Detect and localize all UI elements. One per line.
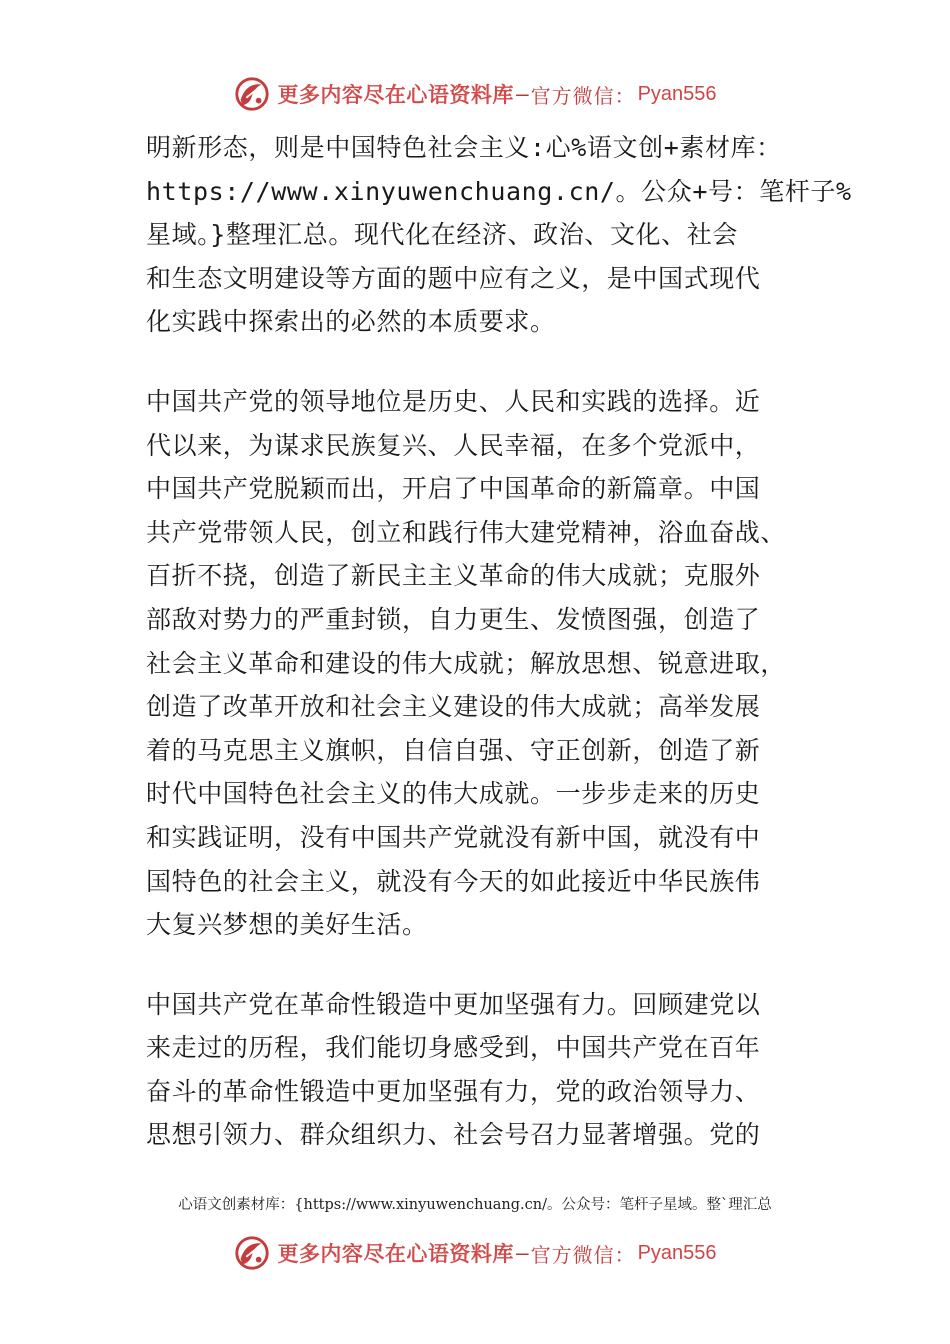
text-line: 创造了改革开放和社会主义建设的伟大成就；高举发展: [146, 692, 761, 722]
text-line: 思想引领力、群众组织力、社会号召力显著增强。党的: [146, 1120, 761, 1150]
document-body: [146, 126, 852, 1193]
footer-note: 心语文创素材库：{https://www.xinyuwenchuang.cn/。公众号：笔杆子星域。整`理汇总: [178, 1197, 772, 1213]
banner-wechat-label: 官方微信：: [530, 83, 636, 108]
banner-wechat-id: Pyan556: [637, 82, 717, 105]
text-line: 社会主义革命和建设的伟大成就；解放思想、锐意进取，: [146, 648, 787, 678]
text-line: 化实践中探索出的必然的本质要求。: [146, 307, 556, 337]
banner-main-text: 更多内容尽在心语资料库: [277, 1241, 514, 1266]
text-line: 百折不挠，创造了新民主主义革命的伟大成就；克服外: [146, 561, 761, 591]
header-banner: [0, 74, 950, 114]
text-line: 和生态文明建设等方面的题中应有之义，是中国式现代: [146, 263, 761, 293]
text-line: 中国共产党的领导地位是历史、人民和实践的选择。近: [146, 386, 761, 416]
text-line: 共产党带领人民，创立和践行伟大建党精神，浴血奋战、: [146, 517, 787, 547]
text-line: 着的马克思主义旗帜，自信自强、守正创新，创造了新: [146, 735, 761, 765]
seal-logo-icon: [233, 1234, 271, 1272]
paragraph-3: [146, 983, 826, 1157]
text-line: 部敌对势力的严重封锁，自力更生、发愤图强，创造了: [146, 604, 761, 634]
text-line: 国特色的社会主义，就没有今天的如此接近中华民族伟: [146, 866, 761, 896]
banner-main-text: 更多内容尽在心语资料库: [277, 82, 514, 107]
text-line: 大复兴梦想的美好生活。: [146, 910, 428, 940]
text-line: 和实践证明，没有中国共产党就没有新中国，就没有中: [146, 822, 761, 852]
banner-wechat-id: Pyan556: [637, 1241, 717, 1264]
text-line: 中国共产党在革命性锻造中更加坚强有力。回顾建党以: [146, 989, 761, 1019]
text-line: 奋斗的革命性锻造中更加坚强有力，党的政治领导力、: [146, 1076, 761, 1106]
text-line: https://www.xinyuwenchuang.cn/。公众+号：笔杆子%: [146, 176, 852, 206]
footer-banner: [0, 1233, 950, 1273]
text-line: 来走过的历程，我们能切身感受到，中国共产党在百年: [146, 1033, 761, 1063]
text-line: 时代中国特色社会主义的伟大成就。一步步走来的历史: [146, 779, 761, 809]
banner-separator: —: [515, 1241, 529, 1265]
banner-separator: —: [515, 82, 529, 106]
banner-wechat-label: 官方微信：: [530, 1242, 636, 1267]
text-line: 中国共产党脱颖而出，开启了中国革命的新篇章。中国: [146, 474, 761, 504]
paragraph-2: [146, 380, 826, 947]
text-line: 星域。}整理汇总。现代化在经济、政治、文化、社会: [146, 220, 738, 250]
paragraph-1: [146, 126, 852, 344]
text-line: 明新形态，则是中国特色社会主义:心%语文创+素材库：: [146, 133, 782, 162]
seal-logo-icon: [233, 75, 271, 113]
text-line: 代以来，为谋求民族复兴、人民幸福，在多个党派中，: [146, 430, 761, 460]
